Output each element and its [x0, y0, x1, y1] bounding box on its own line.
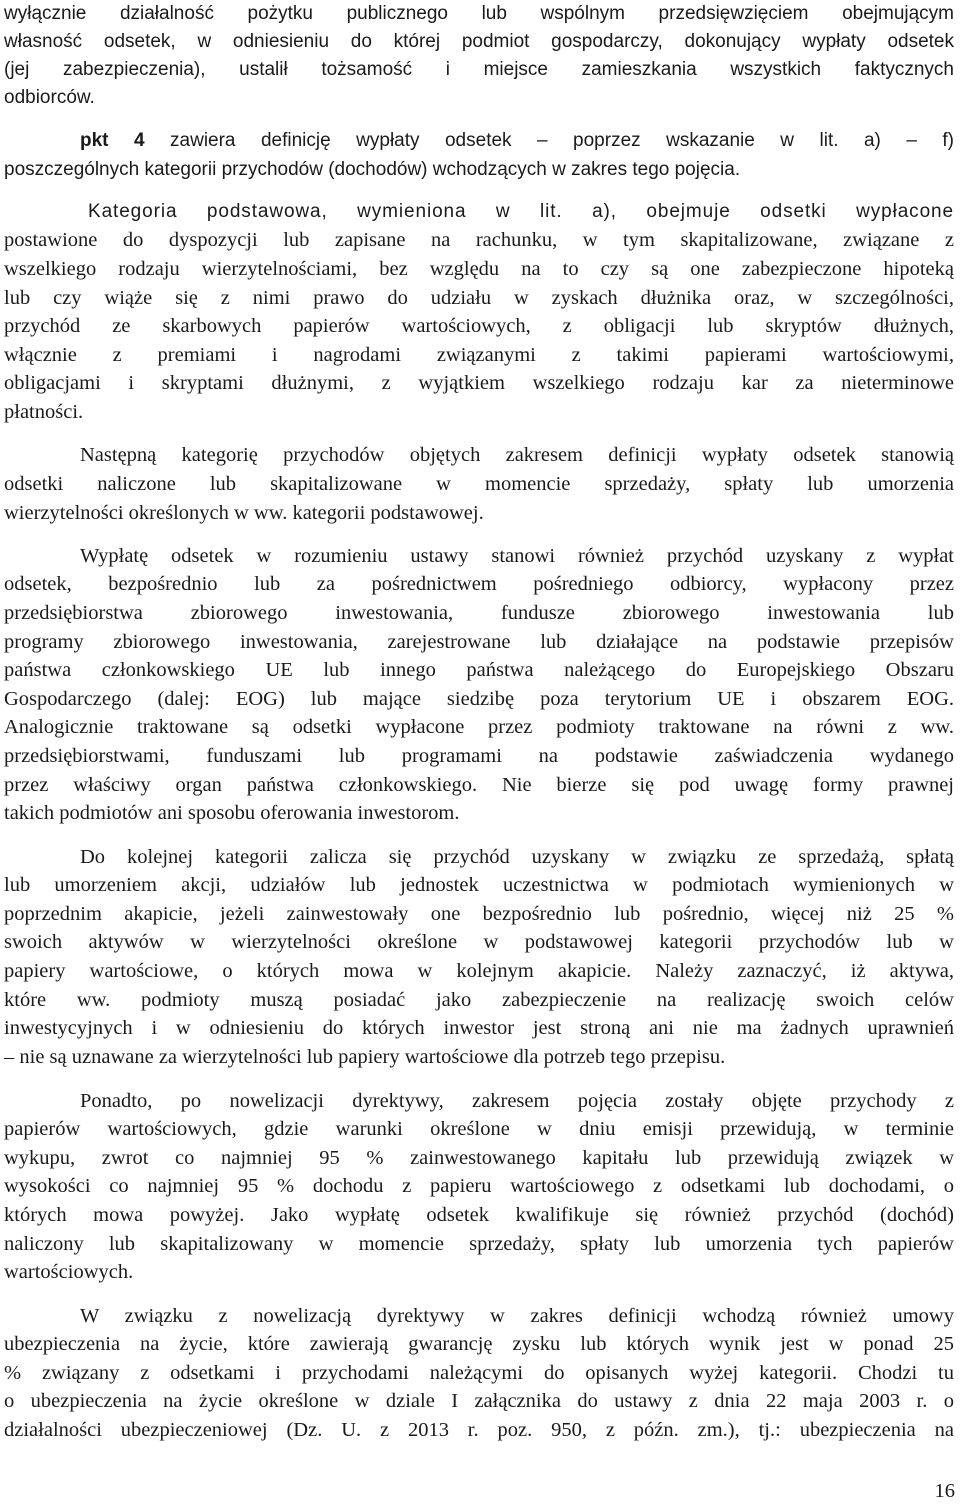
text-line: wysokości co najmniej 95 % dochodu z papieru wartościowego z odsetkami lub dochodami, o — [4, 1175, 954, 1197]
text-line: wierzytelności określonych w ww. kategorii podstawowej. — [4, 502, 484, 524]
page-number: 16 — [934, 1480, 955, 1502]
text-line: papiery wartościowe, o których mowa w kolejnym akapicie. Należy zaznaczyć, iż aktywa, — [4, 960, 954, 982]
text-line: wszelkiego rodzaju wierzytelnościami, bez względu na to czy są one zabezpieczone hipoteką — [4, 258, 954, 280]
text-line — [80, 127, 954, 155]
text-line: takich podmiotów ani sposobu oferowania inwestorom. — [4, 802, 460, 824]
text-line: własność odsetek, w odniesieniu do której podmiot gospodarczy, dokonujący wypłaty odsetek — [4, 31, 954, 52]
text-line: które ww. podmioty muszą posiadać jako zabezpieczenie na realizację swoich celów — [4, 989, 954, 1011]
text-line: Wypłatę odsetek w rozumieniu ustawy stanowi również przychód uzyskany z wypłat — [80, 545, 954, 567]
text-line: papierów wartościowych, gdzie warunki określone w dniu emisji przewidują, w terminie — [4, 1118, 954, 1140]
text-line: inwestycyjnych i w odniesieniu do których inwestor jest stroną ani nie ma żadnych uprawnień — [4, 1017, 954, 1039]
text-line: odsetek, bezpośrednio lub za pośrednictwem pośredniego odbiorcy, wypłacony przez — [4, 573, 954, 595]
text-line: % związany z odsetkami i przychodami należącymi do opisanych wyżej kategorii. Chodzi tu — [4, 1362, 954, 1384]
text-line: wyłącznie działalność pożytku publicznego lub wspólnym przedsięwzięciem obejmującym — [4, 3, 954, 24]
text-line: – nie są uznawane za wierzytelności lub papiery wartościowe dla potrzeb tego przepisu. — [4, 1046, 726, 1068]
text-line: poprzednim akapicie, jeżeli zainwestowały one bezpośrednio lub pośrednio, więcej niż 25 % — [4, 903, 954, 925]
text-line: płatności. — [4, 401, 84, 423]
text-line: Ponadto, po nowelizacji dyrektywy, zakresem pojęcia zostały objęte przychody z — [80, 1090, 954, 1112]
text-line: programy zbiorowego inwestowania, zarejestrowane lub działające na podstawie przepisów — [4, 631, 954, 653]
text-line: włącznie z premiami i nagrodami związanymi z takimi papierami wartościowymi, — [4, 344, 954, 366]
text-line: odbiorców. — [4, 87, 95, 108]
text-line: lub czy wiąże się z nimi prawo do udziału w zyskach dłużnika oraz, w szczególności, — [4, 287, 954, 309]
text-line: odsetki naliczone lub skapitalizowane w momencie sprzedaży, spłaty lub umorzenia — [4, 473, 954, 495]
text-line: przychód ze skarbowych papierów wartościowych, z obligacji lub skryptów dłużnych, — [4, 315, 954, 337]
text-line: postawione do dyspozycji lub zapisane na rachunku, w tym skapitalizowane, związane z — [4, 229, 954, 251]
text-line: wykupu, zwrot co najmniej 95 % zainwestowanego kapitału lub przewidują związek w — [4, 1147, 954, 1169]
text-line: W związku z nowelizacją dyrektywy w zakres definicji wchodzą również umowy — [80, 1305, 954, 1327]
text-line: których mowa powyżej. Jako wypłatę odsetek kwalifikuje się również przychód (dochód) — [4, 1204, 954, 1226]
text-line: przedsiębiorstwami, funduszami lub programami na podstawie zaświadczenia wydanego — [4, 745, 954, 767]
text-line: Analogicznie traktowane są odsetki wypłacone przez podmioty traktowane na równi z ww. — [4, 716, 954, 738]
text-line: poszczególnych kategorii przychodów (dochodów) wchodzących w zakres tego pojęcia. — [4, 159, 741, 180]
point-text: zawiera definicję wypłaty odsetek – poprzez wskazanie w lit. a) – f) — [170, 130, 954, 151]
text-line: wartościowych. — [4, 1261, 134, 1283]
text-line: działalności ubezpieczeniowej (Dz. U. z 2013 r. poz. 950, z późn. zm.), tj.: ubezpieczenia na — [4, 1419, 954, 1441]
text-line: Gospodarczego (dalej: EOG) lub mające siedzibę poza terytorium UE i obszarem EOG. — [4, 688, 954, 710]
text-line: swoich aktywów w wierzytelności określone w podstawowej kategorii przychodów lub w — [4, 931, 954, 953]
text-line: (jej zabezpieczenia), ustalił tożsamość i miejsce zamieszkania wszystkich faktycznych — [4, 59, 954, 80]
text-line: państwa członkowskiego UE lub innego państwa należącego do Europejskiego Obszaru — [4, 659, 954, 681]
point-label: pkt 4 — [80, 130, 145, 151]
text-line: Kategoria podstawowa, wymieniona w lit. a), obejmuje odsetki wypłacone — [88, 201, 954, 222]
text-line: przedsiębiorstwa zbiorowego inwestowania, fundusze zbiorowego inwestowania lub — [4, 602, 954, 624]
text-line: o ubezpieczenia na życie określone w dziale I załącznika do ustawy z dnia 22 maja 2003 r. o — [4, 1390, 954, 1412]
text-line: Do kolejnej kategorii zalicza się przychód uzyskany w związku ze sprzedażą, spłatą — [80, 846, 954, 868]
text-line: Następną kategorię przychodów objętych zakresem definicji wypłaty odsetek stanowią — [80, 444, 954, 466]
text-line: naliczony lub skapitalizowany w momencie sprzedaży, spłaty lub umorzenia tych papierów — [4, 1233, 954, 1255]
text-line: przez właściwy organ państwa członkowskiego. Nie bierze się pod uwagę formy prawnej — [4, 774, 954, 796]
text-line: lub umorzeniem akcji, udziałów lub jednostek uczestnictwa w podmiotach wymienionych w — [4, 874, 954, 896]
text-line: obligacjami i skryptami dłużnymi, z wyjątkiem wszelkiego rodzaju kar za nieterminowe — [4, 372, 954, 394]
text-line: ubezpieczenia na życie, które zawierają gwarancję zysku lub których wynik jest w ponad 25 — [4, 1333, 954, 1355]
